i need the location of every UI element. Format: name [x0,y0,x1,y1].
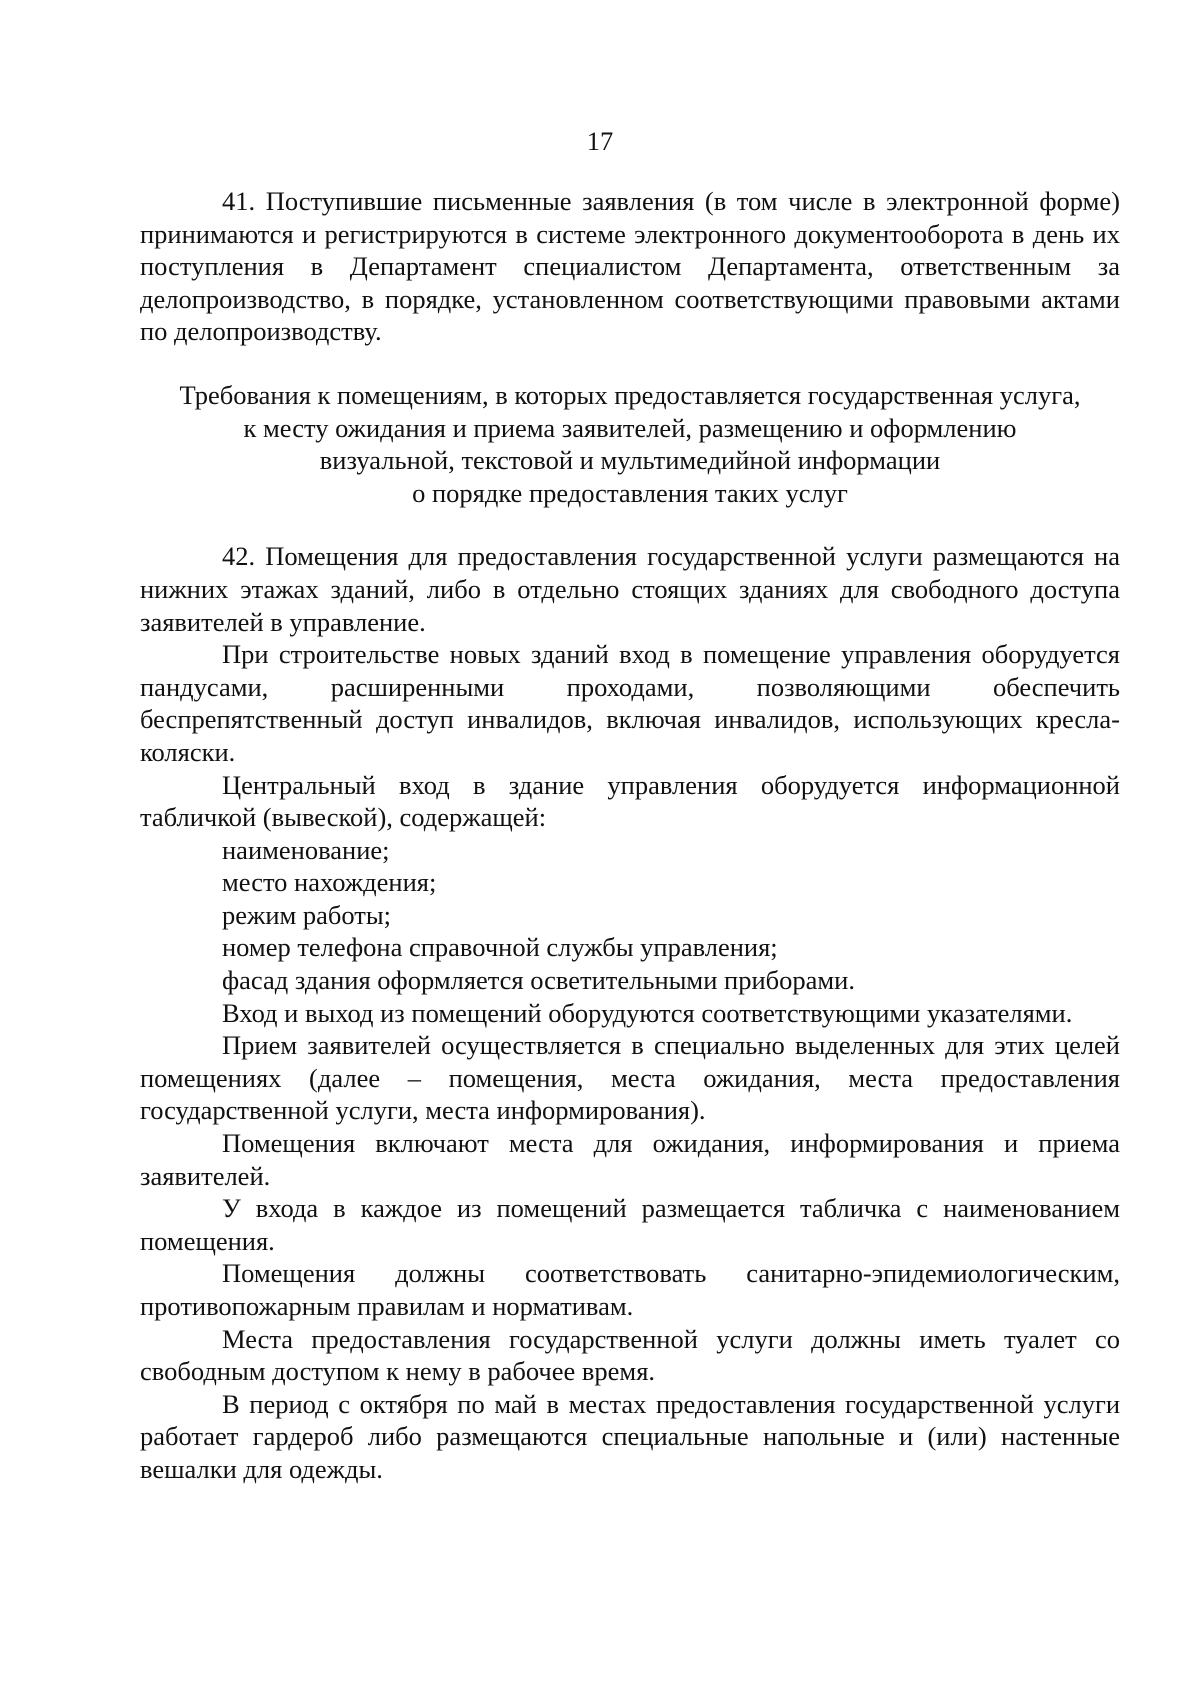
paragraph-exits: Вход и выход из помещений оборудуются соответствующими указателями. [222,997,1073,1028]
sign-item-name: наименование; [222,834,390,865]
sign-item-phone: номер телефона справочной службы управления; [222,932,778,963]
paragraph-reception: Прием заявителей осуществляется в специально выделенных для этих целей помещениях (далее – помещения, места ожидания, места предоставления государственной услуги, места информирования). [140,1030,1120,1126]
heading-line: к месту ожидания и приема заявителей, размещению и оформлению [243,412,1017,443]
heading-line: визуальной, текстовой и мультимедийной информации [319,445,941,476]
heading-line: о порядке предоставления таких услуг [412,477,848,508]
document-body [140,185,1120,1486]
section-heading [140,379,1120,509]
sign-item-location: место нахождения; [222,867,437,898]
paragraph-entrance: Центральный вход в здание управления оборудуется информационной табличкой (вывеской), содержащей: [140,769,1120,833]
paragraph-toilet: Места предоставления государственной услуги должны иметь туалет со свободным доступом к нему в рабочее время. [140,1323,1120,1387]
paragraph-sanitary: Помещения должны соответствовать санитарно-эпидемиологическим, противопожарным правилам и нормативам. [140,1258,1120,1321]
paragraph-construction: При строительстве новых зданий вход в помещение управления оборудуется пандусами, расширенными проходами, позволяющими обеспечить беспрепятственный доступ инвалидов, включая инвалидов, использующих кресла-коляски. [140,639,1120,767]
paragraph-wardrobe: В период с октября по май в местах предоставления государственной услуги работает гардероб либо размещаются специальные напольные и (или) настенные вешалки для одежды. [140,1388,1120,1484]
page-number: 17 [586,126,614,156]
sign-item-facade: фасад здания оформляется осветительными приборами. [222,965,855,996]
sign-item-hours: режим работы; [222,899,392,930]
heading-line: Требования к помещениям, в которых предоставляется государственная услуга, [179,379,1081,410]
paragraph-42: 42. Помещения для предоставления государственной услуги размещаются на нижних этажах зданий, либо в отдельно стоящих зданиях для свободного доступа заявителей в управление. [140,541,1120,637]
paragraph-plaque: У входа в каждое из помещений размещается табличка с наименованием помещения. [140,1193,1120,1256]
paragraph-41: 41. Поступившие письменные заявления (в том числе в электронной форме) принимаются и регистрируются в системе электронного документооборота в день их поступления в Департамент специалистом Департамента, ответственным за делопроизводство, в порядке, установленном соответствующими правовыми актами по делопроизводству. [140,186,1120,347]
paragraph-places: Помещения включают места для ожидания, информирования и приема заявителей. [140,1128,1120,1191]
